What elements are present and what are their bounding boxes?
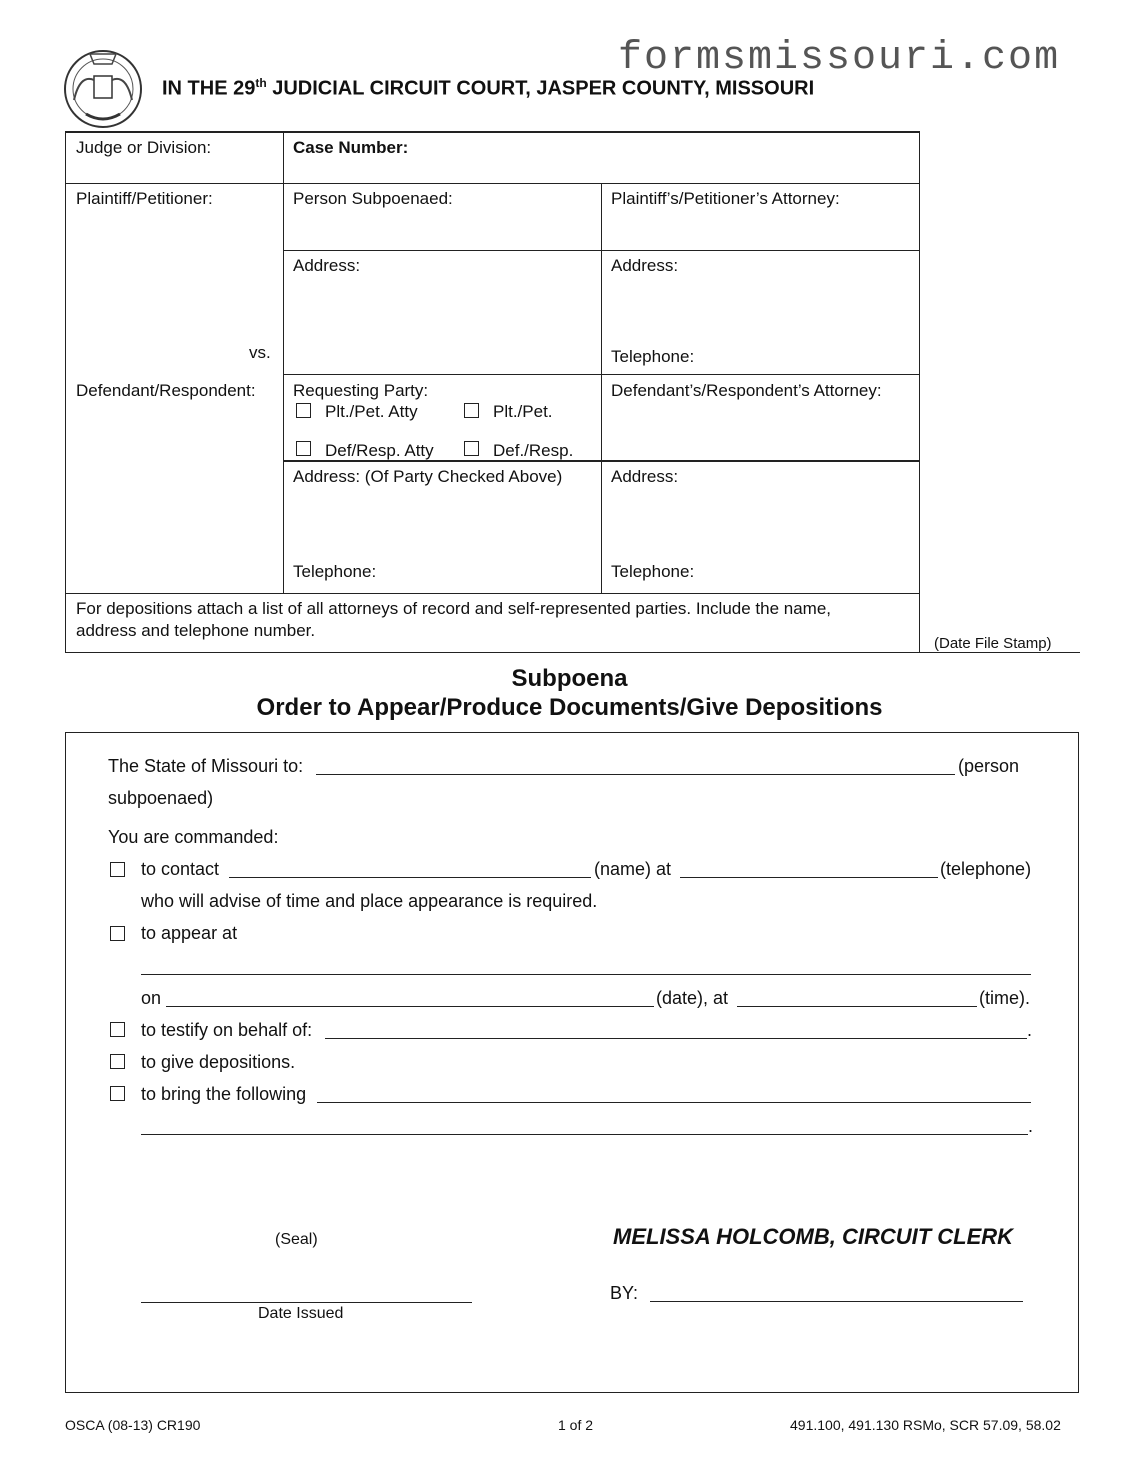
clerk-signature-input[interactable] (650, 1301, 1023, 1302)
depositions-checkbox[interactable] (110, 1054, 125, 1069)
on-label: on (141, 988, 162, 1008)
plt-atty-option-label: Plt./Pet. Atty (325, 402, 418, 421)
table-col-divider (601, 183, 602, 594)
def-checkbox[interactable] (464, 441, 479, 456)
person-suffix-label-2: subpoenaed) (108, 788, 214, 808)
contact-checkbox[interactable] (110, 862, 125, 877)
testify-behalf-input[interactable] (325, 1038, 1027, 1039)
requesting-party-label: Requesting Party: (293, 381, 429, 400)
appear-time-input[interactable] (737, 1006, 977, 1007)
plaintiff-attorney-address-label: Address: (611, 256, 679, 275)
def-atty-checkbox[interactable] (296, 441, 311, 456)
defendant-attorney-telephone-label: Telephone: (611, 562, 695, 581)
plt-option-label: Plt./Pet. (493, 402, 553, 421)
plt-checkbox[interactable] (464, 403, 479, 418)
court-heading: IN THE 29th JUDICIAL CIRCUIT COURT, JASPER COUNTY, MISSOURI (162, 76, 815, 100)
table-row-divider (65, 183, 920, 184)
give-depositions-label: to give depositions. (141, 1052, 296, 1072)
seal-label: (Seal) (275, 1231, 318, 1248)
table-row-divider (65, 593, 920, 594)
watermark: formsmissouri.com (618, 36, 1061, 81)
defendant-attorney-label: Defendant’s/Respondent’s Attorney: (611, 381, 882, 400)
state-to-label: The State of Missouri to: (108, 756, 304, 776)
table-border-right (919, 131, 920, 653)
person-suffix-label: (person (958, 756, 1020, 776)
contact-name-input[interactable] (229, 877, 591, 878)
name-suffix-label: (name) at (594, 859, 672, 879)
judge-division-label: Judge or Division: (76, 138, 212, 157)
telephone-suffix-label: (telephone) (940, 859, 1032, 879)
table-border-top (65, 131, 920, 133)
appear-checkbox[interactable] (110, 926, 125, 941)
def-option-label: Def./Resp. (493, 441, 574, 460)
defendant-label: Defendant/Respondent: (76, 381, 256, 400)
date-suffix-label: (date), at (656, 988, 729, 1008)
depositions-note-line1: For depositions attach a list of all attorneys of record and self-represented parties. Include the name, (76, 599, 832, 618)
circuit-clerk-name: MELISSA HOLCOMB, CIRCUIT CLERK (613, 1224, 1014, 1249)
contact-label: to contact (141, 859, 220, 879)
appear-location-input[interactable] (141, 974, 1031, 975)
person-subpoenaed-input[interactable] (316, 774, 955, 775)
time-suffix-label: (time). (979, 988, 1030, 1008)
table-col-divider (283, 131, 284, 594)
bring-items-input-2[interactable] (141, 1134, 1028, 1135)
versus-label: vs. (249, 343, 271, 362)
bring-label: to bring the following (141, 1084, 307, 1104)
bring-items-input[interactable] (317, 1102, 1031, 1103)
date-file-stamp-label: (Date File Stamp) (934, 635, 1052, 652)
defendant-attorney-address-label: Address: (611, 467, 679, 486)
form-id: OSCA (08-13) CR190 (65, 1417, 201, 1433)
case-number-label: Case Number: (293, 138, 409, 157)
date-issued-label: Date Issued (258, 1305, 344, 1322)
plaintiff-attorney-telephone-label: Telephone: (611, 347, 695, 366)
testify-label: to testify on behalf of: (141, 1020, 313, 1040)
plt-atty-checkbox[interactable] (296, 403, 311, 418)
testify-checkbox[interactable] (110, 1022, 125, 1037)
missouri-seal-icon (60, 44, 146, 130)
depositions-note-line2: address and telephone number. (76, 621, 316, 640)
plaintiff-attorney-label: Plaintiff’s/Petitioner’s Attorney: (611, 189, 840, 208)
document-subtitle: Order to Appear/Produce Documents/Give Depositions (256, 694, 883, 721)
person-subpoenaed-label: Person Subpoenaed: (293, 189, 453, 208)
commanded-label: You are commanded: (108, 827, 279, 847)
bring-period: . (1028, 1116, 1034, 1136)
appear-date-input[interactable] (166, 1006, 654, 1007)
bring-checkbox[interactable] (110, 1086, 125, 1101)
party-telephone-label: Telephone: (293, 562, 377, 581)
document-title: Subpoena (511, 665, 628, 692)
by-label: BY: (610, 1283, 639, 1303)
plaintiff-label: Plaintiff/Petitioner: (76, 189, 213, 208)
table-border-left (65, 131, 66, 653)
person-address-label: Address: (293, 256, 361, 275)
contact-note: who will advise of time and place appearance is required. (141, 891, 598, 911)
page-number: 1 of 2 (558, 1417, 594, 1433)
contact-telephone-input[interactable] (680, 877, 938, 878)
party-address-label: Address: (Of Party Checked Above) (293, 467, 563, 486)
testify-period: . (1027, 1020, 1033, 1040)
date-issued-input[interactable] (141, 1302, 472, 1303)
statute-reference: 491.100, 491.130 RSMo, SCR 57.09, 58.02 (790, 1417, 1061, 1433)
appear-at-label: to appear at (141, 923, 238, 943)
table-border-bottom (65, 652, 1080, 653)
def-atty-option-label: Def/Resp. Atty (325, 441, 434, 460)
